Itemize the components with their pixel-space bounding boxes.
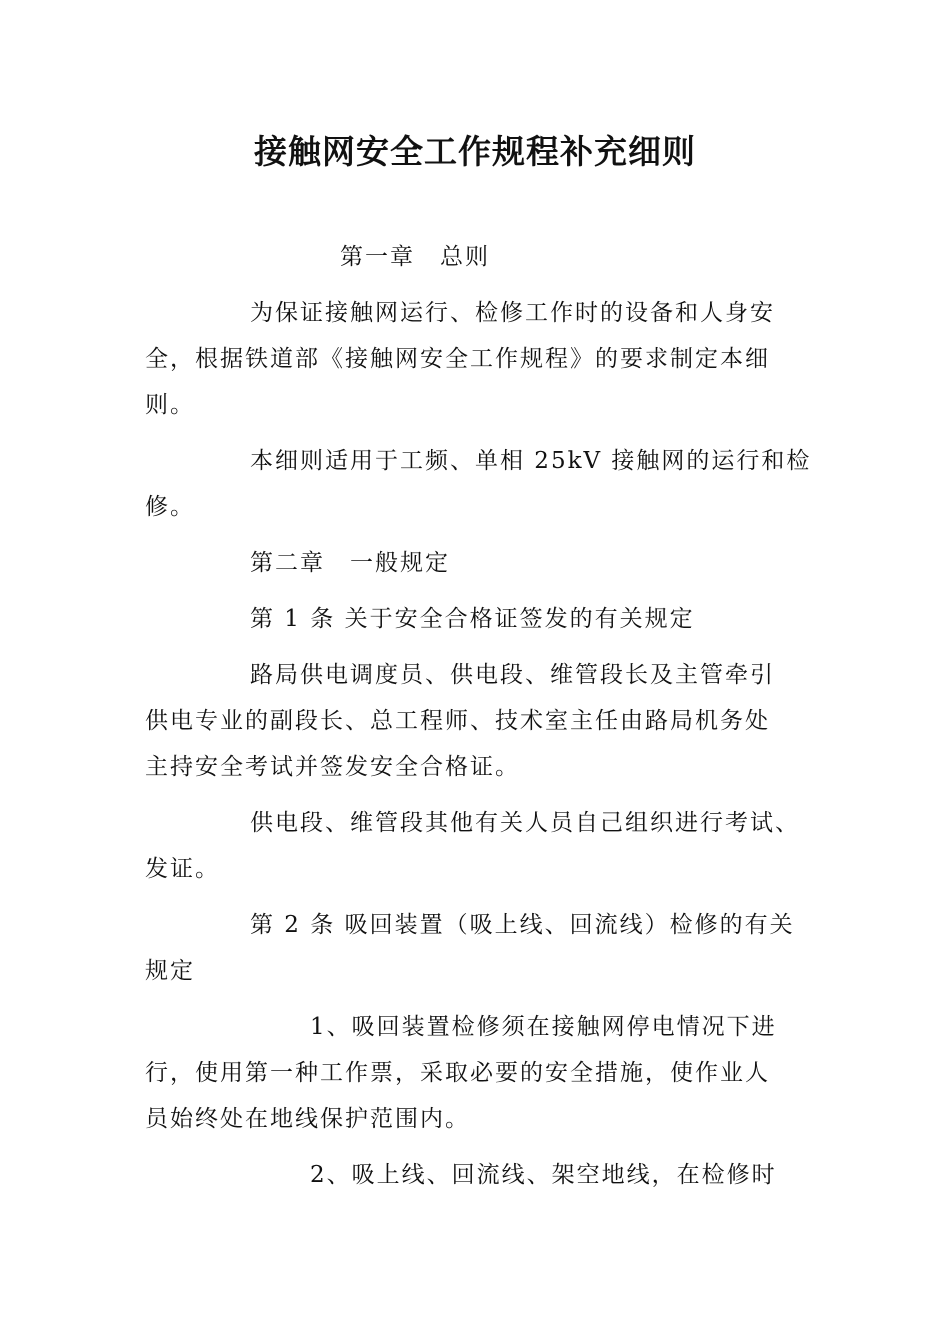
paragraph-line: 为保证接触网运行、检修工作时的设备和人身安 [250, 300, 775, 326]
paragraph-line: 全，根据铁道部《接触网安全工作规程》的要求制定本细 [145, 346, 770, 372]
paragraph-line: 主持安全考试并签发安全合格证。 [145, 754, 520, 780]
paragraph-line: 员始终处在地线保护范围内。 [145, 1106, 470, 1132]
paragraph-line: 发证。 [145, 856, 220, 882]
document-body [145, 234, 815, 1198]
paragraph-line: 供电专业的副段长、总工程师、技术室主任由路局机务处 [145, 708, 770, 734]
article-heading: 第 1 条 关于安全合格证签发的有关规定 [250, 606, 695, 632]
paragraph-line: 行，使用第一种工作票，采取必要的安全措施，使作业人 [145, 1060, 770, 1086]
paragraph-line: 则。 [145, 392, 195, 418]
paragraph-line: 本细则适用于工频、单相 25kV 接触网的运行和检 [250, 448, 812, 474]
paragraph-line: 修。 [145, 494, 195, 520]
document-title: 接触网安全工作规程补充细则 [254, 132, 696, 171]
list-item: 1、吸回装置检修须在接触网停电情况下进 [310, 1014, 777, 1040]
paragraph-line: 规定 [145, 958, 195, 984]
list-item: 2、吸上线、回流线、架空地线，在检修时 [310, 1162, 777, 1188]
article-heading: 第 2 条 吸回装置（吸上线、回流线）检修的有关 [250, 912, 795, 938]
chapter-heading: 第一章 总则 [340, 244, 490, 270]
paragraph-line: 供电段、维管段其他有关人员自己组织进行考试、 [250, 810, 800, 836]
paragraph-line: 路局供电调度员、供电段、维管段长及主管牵引 [250, 662, 775, 688]
chapter-heading: 第二章 一般规定 [250, 550, 450, 576]
